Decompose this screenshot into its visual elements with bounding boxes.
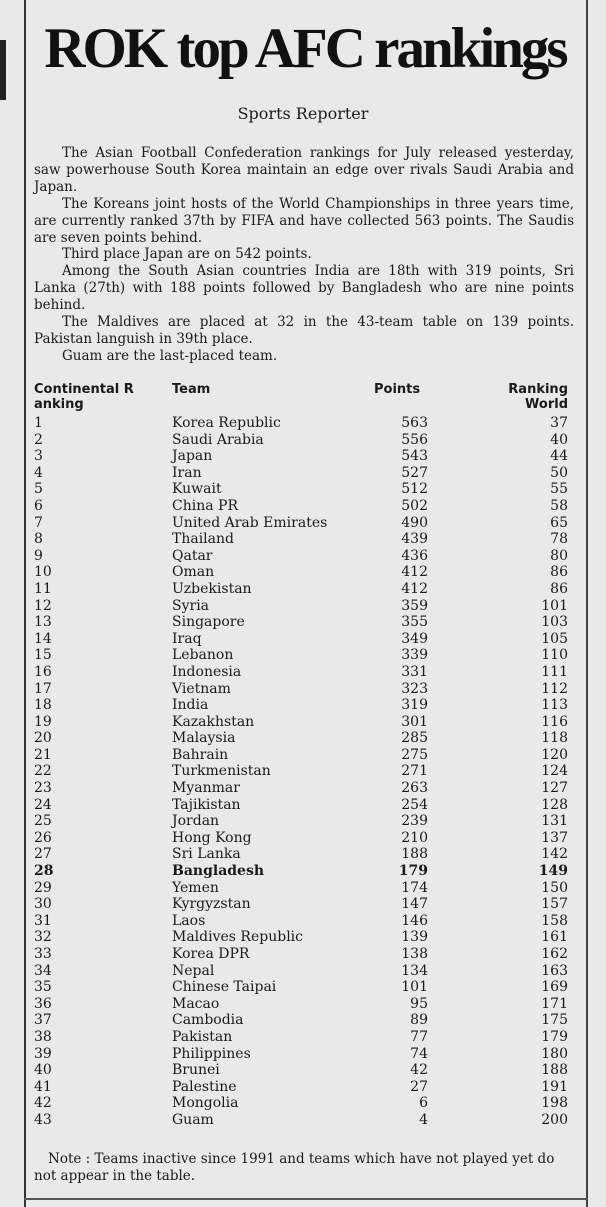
world-rank-cell: 127 — [541, 780, 568, 797]
rank-cell: 6 — [34, 497, 43, 514]
points-cell: 502 — [401, 497, 428, 514]
article-paragraph: Guam are the last-placed team. — [62, 347, 278, 364]
header-team: Team — [172, 382, 211, 397]
world-rank-cell: 86 — [550, 564, 568, 581]
team-cell: Kazakhstan — [172, 713, 255, 730]
team-cell: Uzbekistan — [172, 580, 252, 597]
points-cell: 349 — [401, 630, 428, 647]
rank-cell: 3 — [34, 448, 43, 465]
points-cell: 139 — [401, 929, 428, 946]
team-cell: Singapore — [172, 614, 245, 631]
team-cell: Guam — [172, 1111, 214, 1128]
points-cell: 271 — [401, 763, 428, 780]
team-cell: Kyrgyzstan — [172, 896, 251, 913]
bottom-rule — [24, 1198, 588, 1200]
header-world-ranking: Ranking World — [508, 382, 568, 412]
world-rank-cell: 80 — [550, 547, 568, 564]
team-cell: Korea Republic — [172, 415, 281, 431]
table-row — [34, 432, 568, 449]
table-row — [34, 747, 568, 764]
table-row — [34, 681, 568, 698]
world-rank-cell: 78 — [550, 531, 568, 548]
world-rank-cell: 188 — [541, 1062, 568, 1079]
world-rank-cell: 137 — [541, 829, 568, 846]
team-cell: Palestine — [172, 1078, 237, 1095]
points-cell: 436 — [401, 547, 428, 564]
rank-cell: 33 — [34, 946, 52, 962]
rank-cell: 29 — [34, 879, 52, 896]
world-rank-cell: 50 — [550, 464, 568, 481]
table-row — [34, 1112, 568, 1129]
article-paragraph: The Asian Football Confederation rankings for July released yesterday, saw powerhouse South Korea maintain an edge over rivals Saudi Arabia and Japan. — [34, 145, 574, 195]
table-row — [34, 1095, 568, 1112]
table-row — [34, 697, 568, 714]
world-rank-cell: 179 — [541, 1028, 568, 1045]
world-rank-cell: 120 — [541, 746, 568, 763]
world-rank-cell: 124 — [541, 763, 568, 780]
team-cell: Myanmar — [172, 780, 240, 797]
world-rank-cell: 149 — [538, 863, 568, 880]
points-cell: 263 — [401, 780, 428, 797]
team-cell: Nepal — [172, 962, 215, 979]
rank-cell: 37 — [34, 1012, 52, 1029]
table-row — [34, 465, 568, 482]
rank-cell: 7 — [34, 514, 43, 531]
points-cell: 74 — [410, 1045, 428, 1062]
world-rank-cell: 191 — [541, 1078, 568, 1095]
rank-cell: 15 — [34, 647, 52, 664]
points-cell: 275 — [401, 746, 428, 763]
rank-cell: 8 — [34, 531, 43, 548]
points-cell: 563 — [401, 415, 428, 431]
world-rank-cell: 65 — [550, 514, 568, 531]
points-cell: 27 — [410, 1078, 428, 1095]
team-cell: Bahrain — [172, 746, 229, 763]
headline: ROK top AFC rankings — [44, 17, 566, 80]
rank-cell: 36 — [34, 995, 52, 1012]
points-cell: 188 — [401, 846, 428, 863]
world-rank-cell: 44 — [550, 448, 568, 465]
table-row — [34, 548, 568, 565]
rank-cell: 34 — [34, 962, 52, 979]
rank-cell: 16 — [34, 663, 52, 680]
table-row — [34, 880, 568, 897]
team-cell: Mongolia — [172, 1095, 239, 1112]
team-cell: Turkmenistan — [172, 763, 271, 780]
world-rank-cell: 111 — [541, 663, 568, 680]
world-rank-cell: 150 — [541, 879, 568, 896]
article-paragraph: The Maldives are placed at 32 in the 43-team table on 139 points. Pakistan languish in 39th place. — [34, 314, 574, 347]
world-rank-cell: 86 — [550, 580, 568, 597]
points-cell: 412 — [401, 564, 428, 581]
team-cell: Chinese Taipai — [172, 979, 277, 996]
rank-cell: 26 — [34, 829, 52, 846]
points-cell: 6 — [419, 1095, 428, 1112]
world-rank-cell: 128 — [541, 796, 568, 813]
table-row — [34, 598, 568, 615]
table-row — [34, 564, 568, 581]
table-row — [34, 481, 568, 498]
points-cell: 439 — [401, 531, 428, 548]
world-rank-cell: 110 — [541, 647, 568, 664]
table-row — [34, 631, 568, 648]
rank-cell: 21 — [34, 746, 52, 763]
world-rank-cell: 55 — [550, 481, 568, 498]
points-cell: 323 — [401, 680, 428, 697]
table-row — [34, 1046, 568, 1063]
table-row — [34, 581, 568, 598]
table-row — [34, 647, 568, 664]
team-cell: Sri Lanka — [172, 846, 241, 863]
table-row — [34, 763, 568, 780]
table-row — [34, 664, 568, 681]
table-row — [34, 1029, 568, 1046]
points-cell: 4 — [419, 1111, 428, 1128]
rank-cell: 38 — [34, 1028, 52, 1045]
world-rank-cell: 112 — [541, 680, 568, 697]
world-rank-cell: 118 — [541, 730, 568, 747]
rank-cell: 35 — [34, 979, 52, 996]
team-cell: Oman — [172, 564, 215, 581]
table-note — [34, 1151, 558, 1185]
team-cell: Philippines — [172, 1045, 251, 1062]
team-cell: Saudi Arabia — [172, 431, 264, 448]
world-rank-cell: 198 — [541, 1095, 568, 1112]
rank-cell: 9 — [34, 547, 43, 564]
points-cell: 239 — [401, 813, 428, 830]
team-cell: Cambodia — [172, 1012, 244, 1029]
team-cell: Thailand — [172, 531, 234, 548]
team-cell: United Arab Emirates — [172, 514, 328, 531]
points-cell: 179 — [398, 863, 428, 880]
rank-cell: 17 — [34, 680, 52, 697]
points-cell: 331 — [401, 663, 428, 680]
team-cell: Pakistan — [172, 1028, 233, 1045]
left-column-rule — [24, 0, 26, 1207]
points-cell: 146 — [401, 912, 428, 929]
points-cell: 138 — [401, 946, 428, 962]
rank-cell: 13 — [34, 614, 52, 631]
rank-cell: 31 — [34, 912, 52, 929]
rank-cell: 40 — [34, 1062, 52, 1079]
points-cell: 285 — [401, 730, 428, 747]
rank-cell: 27 — [34, 846, 52, 863]
world-rank-cell: 163 — [541, 962, 568, 979]
article-paragraph: Third place Japan are on 542 points. — [62, 246, 312, 263]
points-cell: 319 — [401, 697, 428, 714]
rank-cell: 20 — [34, 730, 52, 747]
rank-cell: 23 — [34, 780, 52, 797]
rank-cell: 28 — [34, 863, 54, 880]
team-cell: Bangladesh — [172, 863, 265, 880]
article-paragraph: The Koreans joint hosts of the World Championships in three years time, are currently ranked 37th by FIFA and have collected 563 points. The Saudis are seven points behind. — [34, 195, 574, 246]
points-cell: 412 — [401, 580, 428, 597]
world-rank-cell: 142 — [541, 846, 568, 863]
world-rank-cell: 105 — [541, 630, 568, 647]
team-cell: China PR — [172, 497, 238, 514]
world-rank-cell: 101 — [541, 597, 568, 614]
table-row — [34, 531, 568, 548]
rankings-table — [34, 415, 568, 1129]
rank-cell: 22 — [34, 763, 52, 780]
table-row — [34, 996, 568, 1013]
table-row — [34, 415, 568, 432]
table-row — [34, 1062, 568, 1079]
world-rank-cell: 37 — [550, 415, 568, 431]
table-row — [34, 1012, 568, 1029]
rank-cell: 4 — [34, 464, 43, 481]
points-cell: 254 — [401, 796, 428, 813]
team-cell: Iraq — [172, 630, 202, 647]
table-row — [34, 896, 568, 913]
rank-cell: 41 — [34, 1078, 52, 1095]
table-row — [34, 1079, 568, 1096]
table-row — [34, 979, 568, 996]
team-cell: Macao — [172, 995, 220, 1012]
rank-cell: 1 — [34, 415, 43, 431]
team-cell: Syria — [172, 597, 210, 614]
note-text: Note : Teams inactive since 1991 and teams which have not played yet do not appear in the table. — [34, 1151, 555, 1184]
points-cell: 490 — [401, 514, 428, 531]
rank-cell: 25 — [34, 813, 52, 830]
world-rank-cell: 40 — [550, 431, 568, 448]
rank-cell: 30 — [34, 896, 52, 913]
points-cell: 147 — [401, 896, 428, 913]
world-rank-cell: 131 — [541, 813, 568, 830]
world-rank-cell: 103 — [541, 614, 568, 631]
article-paragraph: Among the South Asian countries India are 18th with 319 points, Sri Lanka (27th) with 188 points followed by Bangladesh who are nine points behind. — [34, 263, 574, 314]
rank-cell: 24 — [34, 796, 52, 813]
team-cell: Kuwait — [172, 481, 222, 498]
team-cell: Malaysia — [172, 730, 236, 747]
points-cell: 355 — [401, 614, 428, 631]
points-cell: 134 — [401, 962, 428, 979]
world-rank-cell: 175 — [541, 1012, 568, 1029]
world-rank-cell: 162 — [541, 946, 568, 962]
rank-cell: 5 — [34, 481, 43, 498]
world-rank-cell: 169 — [541, 979, 568, 996]
team-cell: Indonesia — [172, 663, 242, 680]
team-cell: Maldives Republic — [172, 929, 303, 946]
points-cell: 543 — [401, 448, 428, 465]
team-cell: Jordan — [172, 813, 220, 830]
team-cell: Qatar — [172, 547, 213, 564]
team-cell: Lebanon — [172, 647, 234, 664]
points-cell: 101 — [401, 979, 428, 996]
rank-cell: 42 — [34, 1095, 52, 1112]
points-cell: 174 — [401, 879, 428, 896]
world-rank-cell: 180 — [541, 1045, 568, 1062]
rank-cell: 2 — [34, 431, 43, 448]
table-row — [34, 963, 568, 980]
rank-cell: 39 — [34, 1045, 52, 1062]
team-cell: Hong Kong — [172, 829, 252, 846]
points-cell: 512 — [401, 481, 428, 498]
world-rank-cell: 158 — [541, 912, 568, 929]
rank-cell: 12 — [34, 597, 52, 614]
points-cell: 339 — [401, 647, 428, 664]
header-continental-ranking: Continental R anking — [34, 382, 134, 412]
team-cell: Korea DPR — [172, 946, 250, 962]
table-row — [34, 448, 568, 465]
page-edge-mark — [0, 40, 6, 100]
world-rank-cell: 157 — [541, 896, 568, 913]
points-cell: 89 — [410, 1012, 428, 1029]
team-cell: Laos — [172, 912, 206, 929]
table-row — [34, 797, 568, 814]
rank-cell: 11 — [34, 580, 52, 597]
table-row — [34, 913, 568, 930]
points-cell: 359 — [401, 597, 428, 614]
byline: Sports Reporter — [237, 104, 369, 123]
table-row — [34, 863, 568, 880]
points-cell: 95 — [410, 995, 428, 1012]
table-row — [34, 614, 568, 631]
table-row — [34, 714, 568, 731]
world-rank-cell: 116 — [541, 713, 568, 730]
team-cell: Tajikistan — [172, 796, 241, 813]
table-row — [34, 846, 568, 863]
team-cell: Iran — [172, 464, 202, 481]
team-cell: Japan — [172, 448, 213, 465]
rank-cell: 14 — [34, 630, 52, 647]
team-cell: Yemen — [172, 879, 219, 896]
rank-cell: 10 — [34, 564, 52, 581]
points-cell: 210 — [401, 829, 428, 846]
table-row — [34, 730, 568, 747]
rank-cell: 18 — [34, 697, 52, 714]
table-row — [34, 813, 568, 830]
world-rank-cell: 113 — [541, 697, 568, 714]
table-row — [34, 929, 568, 946]
header-points: Points — [374, 382, 421, 397]
rank-cell: 43 — [34, 1111, 52, 1128]
table-row — [34, 946, 568, 963]
points-cell: 527 — [401, 464, 428, 481]
team-cell: Brunei — [172, 1062, 220, 1079]
points-cell: 301 — [401, 713, 428, 730]
table-row — [34, 780, 568, 797]
world-rank-cell: 58 — [550, 497, 568, 514]
rank-cell: 32 — [34, 929, 52, 946]
table-row — [34, 515, 568, 532]
points-cell: 556 — [401, 431, 428, 448]
world-rank-cell: 161 — [541, 929, 568, 946]
table-row — [34, 498, 568, 515]
points-cell: 42 — [410, 1062, 428, 1079]
table-row — [34, 830, 568, 847]
right-column-rule — [586, 0, 588, 1207]
points-cell: 77 — [410, 1028, 428, 1045]
team-cell: Vietnam — [172, 680, 231, 697]
team-cell: India — [172, 697, 209, 714]
rank-cell: 19 — [34, 713, 52, 730]
article-body — [34, 145, 574, 365]
world-rank-cell: 171 — [541, 995, 568, 1012]
world-rank-cell: 200 — [541, 1111, 568, 1128]
